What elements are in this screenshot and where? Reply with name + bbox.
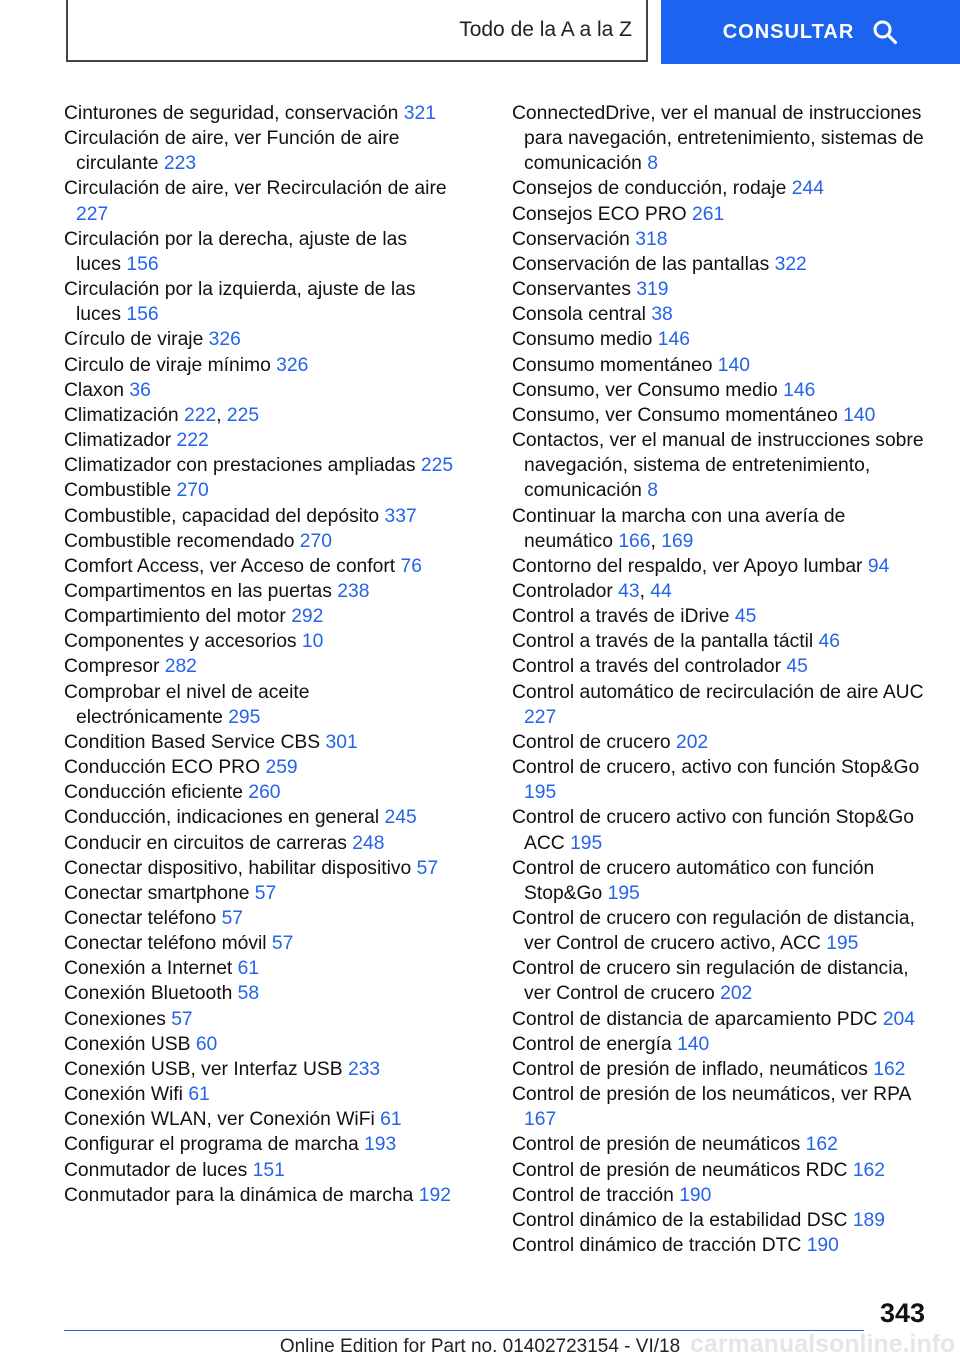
search-icon — [872, 19, 898, 45]
index-entry — [64, 654, 454, 679]
index-entry — [64, 378, 454, 403]
page-link[interactable]: 195 — [524, 782, 557, 804]
section-tab-label: Todo de la A a la Z — [459, 18, 632, 41]
index-entry: Climatización 222, 225 — [64, 404, 260, 426]
page-link[interactable]: 223 — [163, 153, 197, 175]
index-entry — [512, 755, 932, 805]
index-entry — [64, 1158, 454, 1183]
index-entry — [64, 428, 454, 453]
index-entry — [512, 1233, 932, 1258]
index-entry — [512, 680, 932, 730]
index-entry — [512, 277, 932, 302]
index-entry — [512, 1007, 932, 1032]
index-entry — [512, 730, 932, 755]
index-entry — [512, 327, 932, 352]
page-link[interactable]: 76 — [400, 555, 422, 577]
index-entry-text: Conexión a Internet — [64, 958, 238, 980]
index-entry-text: Circulación por la derecha, ajuste de las luces — [64, 228, 407, 275]
page-link[interactable]: 156 — [126, 304, 159, 326]
page-link[interactable]: 61 — [237, 958, 260, 980]
index-entry-text: Circulo de viraje mínimo — [64, 354, 277, 376]
page-link[interactable]: 190 — [679, 1184, 712, 1206]
page-link[interactable]: 58 — [237, 983, 260, 1005]
index-entry-text: Conectar teléfono móvil — [64, 933, 272, 955]
index-entry-text: Control a través del controlador — [512, 656, 787, 678]
index-entry-text: Contactos, ver el manual de instrucciones sobre navegación, sistema de entretenimiento, comunicación — [512, 430, 924, 502]
page-link[interactable]: 301 — [325, 731, 358, 753]
index-entry — [512, 654, 932, 679]
index-entry-text: Comfort Access, ver Acceso de confort — [64, 555, 401, 577]
index-entry — [64, 629, 454, 654]
page-link[interactable]: 189 — [852, 1209, 885, 1231]
index-entry — [64, 277, 454, 327]
index-entry-text: Control de tracción — [512, 1184, 680, 1206]
index-entry — [64, 1107, 454, 1132]
page-link[interactable]: 8 — [647, 153, 658, 175]
index-entry-text: Circulación de aire, ver Función de aire circulante — [64, 128, 400, 175]
index-entry-text: Circulación por la izquierda, ajuste de las luces — [64, 279, 416, 326]
page-number: 343 — [880, 1298, 926, 1328]
index-entry-text: Consola central — [512, 304, 652, 326]
page-link[interactable]: 227 — [524, 706, 557, 728]
index-entry-text: Conducción eficiente — [64, 782, 249, 804]
index-entry — [64, 730, 454, 755]
index-entry — [512, 176, 932, 201]
index-entry-text: Conservación de las pantallas — [512, 253, 775, 275]
page-link[interactable]: 38 — [651, 304, 673, 326]
footer — [0, 1332, 960, 1362]
page-link[interactable]: 202 — [720, 983, 753, 1005]
index-entry-text: Conexión USB — [64, 1033, 196, 1055]
index-entry — [64, 780, 454, 805]
edition-text: Online Edition for Part no. 01402723154 - VI/18 — [279, 1336, 681, 1357]
page-link[interactable]: 292 — [291, 606, 324, 628]
index-entry-text: Condition Based Service CBS — [64, 731, 326, 753]
page-link[interactable]: 192 — [418, 1184, 451, 1206]
page-link[interactable]: 57 — [171, 1008, 193, 1030]
index-entry-text: Control automático de recirculación de aire AUC — [512, 681, 924, 703]
page-link[interactable]: 57 — [221, 908, 244, 929]
index-entry-text: Configurar el programa de marcha — [64, 1134, 365, 1156]
index-entry-text: Consejos ECO PRO — [512, 203, 693, 225]
index-entry — [64, 604, 454, 629]
index-entry-text: Control de crucero — [512, 731, 676, 753]
page-link[interactable]: 245 — [384, 807, 417, 829]
index-entry — [64, 579, 454, 604]
page-link[interactable]: 202 — [675, 731, 709, 753]
index-entry-text: Consumo, ver Consumo medio — [512, 379, 784, 401]
page-link[interactable]: 282 — [164, 656, 197, 678]
page-link[interactable]: 61 — [188, 1084, 210, 1106]
index-entry-text: Conmutador de luces — [64, 1159, 253, 1181]
page-link[interactable]: 225 — [226, 404, 260, 426]
index-entry-text: Continuar la marcha con una avería de neumático — [512, 505, 846, 552]
page-link[interactable]: 261 — [692, 203, 725, 225]
index-entry — [64, 931, 454, 956]
page-link[interactable]: 169 — [661, 530, 694, 552]
page-link[interactable]: 140 — [677, 1033, 710, 1055]
index-entry: Continuar la marcha con una avería de neumático 166, 169 — [512, 505, 846, 552]
page-link[interactable]: 238 — [337, 580, 370, 602]
index-entry-text: Conectar dispositivo, habilitar dispositivo — [64, 857, 417, 879]
index-entry — [512, 1183, 932, 1208]
index-entry — [512, 302, 932, 327]
page-link[interactable]: 270 — [176, 480, 209, 502]
page-link[interactable]: 151 — [252, 1159, 285, 1181]
page-link[interactable]: 60 — [195, 1033, 218, 1055]
index-entry — [64, 453, 454, 478]
index-entry-text: Comprobar el nivel de aceite electrónicamente — [64, 681, 310, 728]
index-entry-text: Conmutador para la dinámica de marcha — [64, 1184, 419, 1206]
watermark: carmanualsonline.info — [690, 1330, 956, 1358]
section-tab[interactable] — [66, 0, 648, 62]
page-link[interactable]: 10 — [301, 631, 324, 653]
index-entry-text: Compresor — [64, 656, 165, 678]
index-entry-text: Consejos de conducción, rodaje — [512, 178, 792, 200]
page-link[interactable]: 46 — [818, 631, 840, 653]
page-link[interactable]: 233 — [347, 1058, 381, 1080]
index-entry-text: Control de presión de los neumáticos, ver RPA — [512, 1084, 911, 1106]
index-entry — [64, 176, 454, 226]
page-link[interactable]: 190 — [806, 1235, 839, 1257]
page-link[interactable]: 166 — [618, 530, 651, 552]
index-entry — [512, 378, 932, 403]
index-entry — [64, 327, 454, 352]
index-entry-text: Conectar teléfono — [64, 908, 222, 929]
index-entry-text: Control de presión de neumáticos RDC — [512, 1159, 853, 1181]
index-entry — [512, 554, 932, 579]
index-entry-text: Conducción, indicaciones en general — [64, 807, 385, 829]
page-link[interactable]: 259 — [265, 757, 298, 779]
index-entry — [64, 831, 454, 856]
index-entry — [64, 504, 454, 529]
index-entry — [64, 227, 454, 277]
index-entry — [512, 227, 932, 252]
index-entry-text: Control dinámico de la estabilidad DSC — [512, 1209, 853, 1231]
index-entry-text: Control dinámico de tracción DTC — [512, 1235, 807, 1257]
index-entry — [64, 353, 454, 378]
index-entry-text: Consumo medio — [512, 329, 658, 351]
index-entry — [64, 881, 454, 906]
index-entry-text: Consumo, ver Consumo momentáneo — [512, 404, 844, 426]
index-entry — [512, 202, 932, 227]
index-entry — [512, 1208, 932, 1233]
index-entry — [512, 252, 932, 277]
index-entry-text: Conexión WLAN, ver Conexión WiFi — [64, 1109, 381, 1131]
index-column-left — [64, 101, 454, 1208]
page-link[interactable]: 140 — [843, 404, 876, 426]
index-entry — [64, 856, 454, 881]
index-entry — [512, 906, 932, 956]
page-link[interactable]: 270 — [299, 530, 332, 552]
index-entry-text: Control a través de iDrive — [512, 606, 735, 628]
index-entry-text: Climatización — [64, 404, 185, 426]
index-entry — [64, 906, 454, 931]
page-link[interactable]: 322 — [774, 253, 807, 275]
page-link[interactable]: 318 — [635, 228, 668, 250]
index-entry — [64, 478, 454, 503]
index-entry — [512, 629, 932, 654]
page-link[interactable]: 162 — [873, 1058, 906, 1080]
index-entry-text: Compartimentos en las puertas — [64, 580, 338, 602]
consult-button-label: CONSULTAR — [722, 20, 855, 43]
index-entry — [512, 403, 932, 428]
index-entry-text: Conexión Wifi — [64, 1084, 189, 1106]
index-entry-text: Conexión USB, ver Interfaz USB — [64, 1058, 348, 1080]
index-entry-text: Combustible recomendado — [64, 530, 300, 552]
page-link[interactable]: 45 — [786, 656, 808, 678]
index-column-right — [512, 101, 932, 1258]
index-entry — [64, 1032, 454, 1057]
page-link[interactable]: 146 — [783, 379, 816, 401]
page-link[interactable]: 204 — [882, 1008, 915, 1030]
page-link[interactable]: 45 — [734, 606, 757, 628]
page-link[interactable]: 36 — [129, 379, 151, 401]
index-entry — [64, 101, 454, 126]
page-link[interactable]: 43 — [618, 580, 640, 602]
index-entry-text: Conexión Bluetooth — [64, 983, 238, 1005]
index-entry-text: Control a través de la pantalla táctil — [512, 631, 819, 653]
index-entry — [64, 755, 454, 780]
index-entry-text: Control de presión de neumáticos — [512, 1134, 806, 1156]
page-link[interactable]: 337 — [384, 505, 417, 527]
index-entry — [64, 126, 454, 176]
page-link[interactable]: 326 — [276, 354, 309, 376]
page-link[interactable]: 57 — [254, 882, 277, 904]
index-entry-text: Control de crucero automático con función Stop&Go — [512, 857, 875, 904]
index-entry — [512, 353, 932, 378]
page-link[interactable]: 195 — [607, 882, 640, 904]
index-entry — [512, 956, 932, 1006]
page-link[interactable]: 57 — [271, 933, 294, 955]
page-link[interactable]: 244 — [791, 178, 824, 200]
index-entry — [64, 529, 454, 554]
page-link[interactable]: 295 — [228, 706, 261, 728]
index-entry — [512, 1158, 932, 1183]
index-entry — [512, 1032, 932, 1057]
index-entry-text: Control de crucero con regulación de distancia, ver Control de crucero activo, ACC — [512, 908, 915, 955]
index-entry — [512, 101, 932, 176]
page-link[interactable]: 321 — [403, 103, 436, 124]
page-link[interactable]: 195 — [826, 933, 859, 955]
page-link[interactable]: 8 — [647, 480, 658, 502]
page-link[interactable]: 94 — [867, 555, 890, 577]
page-link[interactable]: 222 — [184, 404, 217, 426]
page-link[interactable]: 193 — [364, 1134, 397, 1156]
index-entry — [64, 1007, 454, 1032]
page-link[interactable]: 227 — [76, 203, 109, 225]
index-entry-text: Conectar smartphone — [64, 882, 255, 904]
page-link[interactable]: 326 — [208, 329, 241, 351]
page-link[interactable]: 57 — [416, 857, 439, 879]
index-entry-text: Conservantes — [512, 279, 637, 301]
index-entry-text: Control de energía — [512, 1033, 678, 1055]
page-link[interactable]: 44 — [650, 580, 672, 602]
index-entry — [64, 805, 454, 830]
index-entry — [512, 805, 932, 855]
index-entry-text: Círculo de viraje — [64, 329, 209, 351]
index-entry-text: Compartimiento del motor — [64, 606, 292, 628]
index-entry-text: Control de presión de inflado, neumáticos — [512, 1058, 874, 1080]
page-link[interactable]: 260 — [248, 782, 281, 804]
index-entry-text: ConnectedDrive, ver el manual de instrucciones para navegación, entretenimiento, sistemas de comunicación — [512, 103, 924, 175]
index-entry-text: Control de crucero activo con función Stop&Go ACC — [512, 807, 914, 854]
index-entry — [512, 1057, 932, 1082]
index-entry-text: Controlador — [512, 580, 619, 602]
index-entry-text: Climatizador con prestaciones ampliadas — [64, 455, 421, 477]
page-link[interactable]: 140 — [717, 354, 750, 376]
index-entry — [64, 1082, 454, 1107]
index-entry — [512, 604, 932, 629]
index-entry-text: Combustible, capacidad del depósito — [64, 505, 385, 527]
page-link[interactable]: 146 — [657, 329, 690, 351]
index-entry-text: Circulación de aire, ver Recirculación de aire — [64, 178, 447, 200]
index-entry-text: Control de crucero sin regulación de distancia, ver Control de crucero — [512, 958, 909, 1005]
index-entry-text: Contorno del respaldo, ver Apoyo lumbar — [512, 555, 868, 577]
consult-button[interactable] — [661, 0, 960, 64]
index-entry — [64, 680, 454, 730]
page-link[interactable]: 248 — [352, 832, 385, 854]
page-link[interactable]: 167 — [524, 1109, 557, 1131]
index-entry-text: Control de distancia de aparcamiento PDC — [512, 1008, 883, 1030]
page-link[interactable]: 162 — [805, 1134, 838, 1156]
index-entry — [64, 1132, 454, 1157]
page-link[interactable]: 162 — [852, 1159, 885, 1181]
index-entry-text: Claxon — [64, 379, 130, 401]
index-entry — [512, 1132, 932, 1157]
index-entry-text: Combustible — [64, 480, 177, 502]
index-entry-text: Conservación — [512, 228, 636, 250]
page-link[interactable]: 195 — [570, 832, 603, 854]
page-link[interactable]: 222 — [176, 430, 209, 452]
index-entry — [512, 428, 932, 503]
index-entry — [64, 1183, 454, 1208]
index-entry — [64, 981, 454, 1006]
index-entry — [512, 856, 932, 906]
index-entry-text: Conexiones — [64, 1008, 172, 1030]
page-link[interactable]: 225 — [420, 455, 454, 477]
index-entry — [64, 1057, 454, 1082]
index-entry: Controlador 43, 44 — [512, 580, 672, 602]
index-entry-text: Conducir en circuitos de carreras — [64, 832, 353, 854]
index-entry-text: Componentes y accesorios — [64, 631, 302, 653]
index-entry — [512, 1082, 932, 1132]
index-entry-text: Consumo momentáneo — [512, 354, 718, 376]
index-entry — [64, 956, 454, 981]
page-link[interactable]: 61 — [380, 1109, 402, 1131]
index-entry-text: Climatizador — [64, 430, 177, 452]
page-link[interactable]: 156 — [126, 253, 159, 275]
index-entry-text: Conducción ECO PRO — [64, 757, 266, 779]
index-entry-text: Control de crucero, activo con función Stop&Go — [512, 757, 920, 779]
page-link[interactable]: 319 — [636, 279, 669, 301]
index-entry — [64, 554, 454, 579]
index-entry-text: Cinturones de seguridad, conservación — [64, 103, 404, 124]
